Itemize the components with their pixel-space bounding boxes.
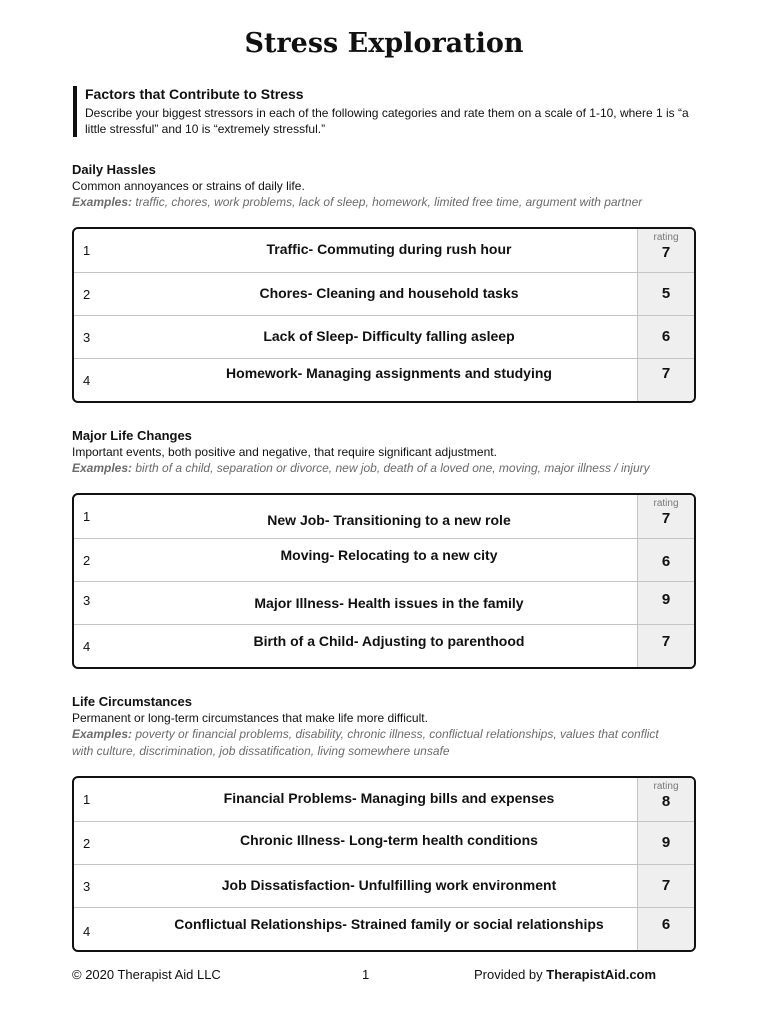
table-row	[74, 864, 694, 907]
rating-cell[interactable]	[637, 625, 694, 667]
rating-value: 9	[661, 834, 671, 851]
rating-value: 7	[661, 633, 671, 650]
rating-value: 9	[661, 591, 671, 608]
rating-cell[interactable]	[637, 778, 694, 821]
section-description: Important events, both positive and negative, that require significant adjustment.	[72, 445, 497, 459]
page-title: Stress Exploration	[244, 28, 524, 59]
footer-copyright: © 2020 Therapist Aid LLC	[72, 967, 221, 982]
stressor-field[interactable]: Birth of a Child- Adjusting to parenthood	[253, 633, 525, 649]
row-number: 3	[83, 879, 91, 894]
intro-heading: Factors that Contribute to Stress	[85, 86, 304, 102]
rating-cell[interactable]	[637, 316, 694, 358]
row-number: 4	[83, 373, 91, 388]
rating-value: 5	[661, 285, 671, 302]
examples-text: poverty or financial problems, disability, chronic illness, conflictual relationships, values that conflict with culture, discrimination, job dissatification, living somewhere unsafe	[72, 727, 659, 758]
examples-label: Examples:	[72, 195, 133, 209]
table-row	[74, 581, 694, 624]
stressor-field[interactable]: Moving- Relocating to a new city	[280, 547, 498, 563]
rating-cell[interactable]	[637, 495, 694, 538]
section-major-life-changes	[72, 427, 696, 477]
section-title: Life Circumstances	[72, 694, 192, 709]
rating-cell[interactable]	[637, 908, 694, 950]
rating-cell[interactable]	[637, 273, 694, 315]
section-title: Daily Hassles	[72, 162, 156, 177]
row-number: 1	[83, 243, 91, 258]
section-description: Permanent or long-term circumstances that make life more difficult.	[72, 711, 428, 725]
table-row	[74, 272, 694, 315]
rating-cell[interactable]	[637, 582, 694, 624]
stressor-field[interactable]: New Job- Transitioning to a new role	[267, 512, 511, 528]
rating-value: 6	[661, 916, 671, 933]
rating-header: rating	[653, 781, 679, 792]
examples-text: birth of a child, separation or divorce, new job, death of a loved one, moving, major illness / injury	[135, 461, 650, 475]
section-title: Major Life Changes	[72, 428, 192, 443]
examples-label: Examples:	[72, 461, 133, 475]
rating-value: 7	[661, 877, 671, 894]
rating-cell[interactable]	[637, 539, 694, 581]
rating-cell[interactable]	[637, 822, 694, 864]
provided-by-label: Provided by	[474, 967, 547, 982]
rating-value: 7	[661, 244, 671, 261]
intro-block	[73, 86, 705, 137]
examples-text: traffic, chores, work problems, lack of sleep, homework, limited free time, argument with partner	[135, 195, 643, 209]
section-daily-hassles	[72, 161, 696, 211]
row-number: 2	[83, 287, 91, 302]
row-number: 4	[83, 924, 91, 939]
rating-value: 7	[661, 510, 671, 527]
section-examples	[72, 726, 682, 760]
stressor-field[interactable]: Traffic- Commuting during rush hour	[266, 241, 512, 257]
rating-cell[interactable]	[637, 865, 694, 907]
footer-brand-link[interactable]: TherapistAid.com	[546, 967, 657, 982]
section-examples	[72, 194, 696, 211]
examples-label: Examples:	[72, 727, 133, 741]
table-row	[74, 821, 694, 864]
stressor-table-major-life-changes	[72, 493, 696, 669]
stressor-field[interactable]: Chronic Illness- Long-term health conditions	[240, 832, 538, 848]
stressor-field[interactable]: Financial Problems- Managing bills and expenses	[223, 790, 555, 806]
table-row	[74, 778, 694, 821]
stressor-field[interactable]: Conflictual Relationships- Strained family or social relationships	[174, 916, 604, 932]
row-number: 2	[83, 553, 91, 568]
section-description: Common annoyances or strains of daily life.	[72, 179, 305, 193]
rating-cell[interactable]	[637, 359, 694, 401]
table-row	[74, 315, 694, 358]
row-number: 2	[83, 836, 91, 851]
table-row	[74, 495, 694, 538]
row-number: 3	[83, 330, 91, 345]
rating-value: 8	[661, 793, 671, 810]
stressor-field[interactable]: Lack of Sleep- Difficulty falling asleep	[263, 328, 515, 344]
rating-value: 7	[661, 365, 671, 382]
stressor-field[interactable]: Major Illness- Health issues in the family	[254, 595, 524, 611]
section-examples	[72, 460, 696, 477]
footer-provided-by	[474, 967, 656, 982]
stressor-field[interactable]: Homework- Managing assignments and studying	[226, 365, 552, 381]
table-row	[74, 538, 694, 581]
stressor-field[interactable]: Job Dissatisfaction- Unfulfilling work environment	[221, 877, 557, 893]
table-row	[74, 358, 694, 401]
row-number: 3	[83, 593, 91, 608]
rating-header: rating	[653, 232, 679, 243]
row-number: 4	[83, 639, 91, 654]
rating-cell[interactable]	[637, 229, 694, 272]
table-row	[74, 229, 694, 272]
rating-value: 6	[661, 328, 671, 345]
rating-header: rating	[653, 498, 679, 509]
section-life-circumstances	[72, 693, 696, 760]
intro-body: Describe your biggest stressors in each of the following categories and rate them on a scale of 1-10, where 1 is “a little stressful” and 10 is “extremely stressful.”	[85, 106, 689, 136]
row-number: 1	[83, 792, 91, 807]
page-footer	[72, 967, 696, 985]
row-number: 1	[83, 509, 91, 524]
footer-page-number: 1	[362, 967, 370, 982]
rating-value: 6	[661, 553, 671, 570]
table-row	[74, 624, 694, 667]
table-row	[74, 907, 694, 950]
stressor-table-daily-hassles	[72, 227, 696, 403]
stressor-table-life-circumstances	[72, 776, 696, 952]
stressor-field[interactable]: Chores- Cleaning and household tasks	[259, 285, 519, 301]
